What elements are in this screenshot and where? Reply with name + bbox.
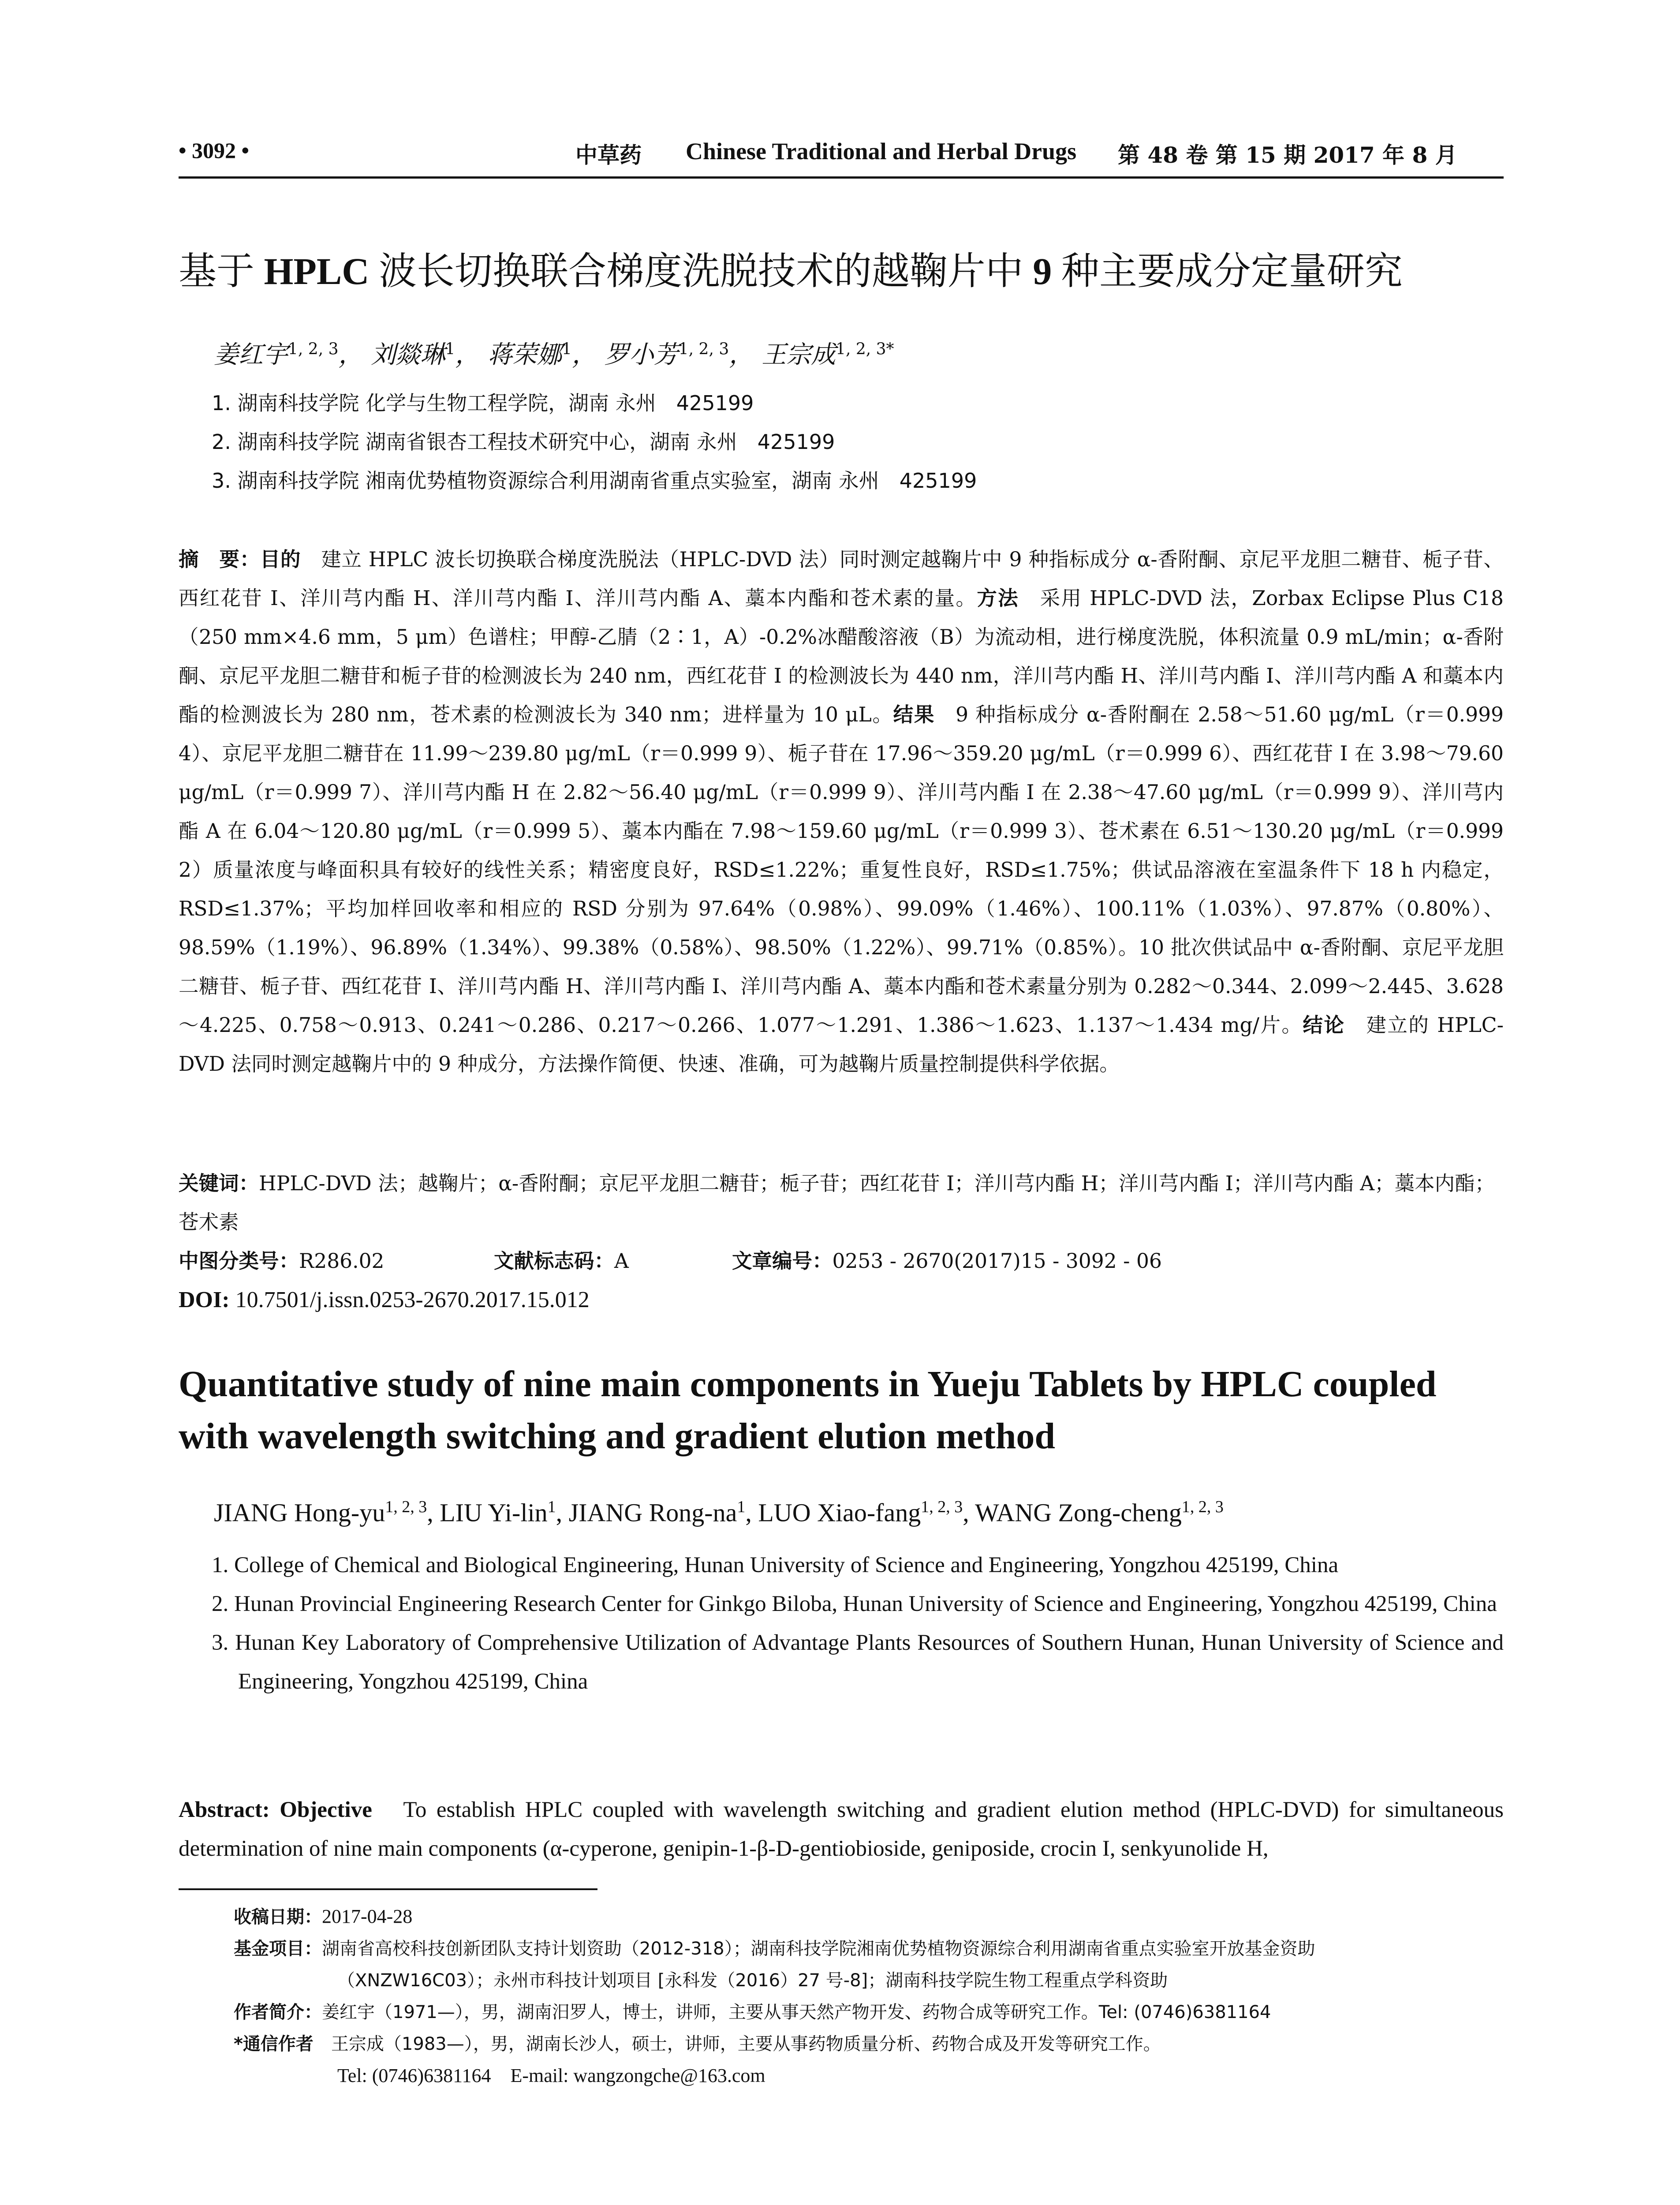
doc-code-value: A	[614, 1249, 629, 1273]
abstract-label: 摘 要：	[179, 548, 260, 571]
author-name: LIU Yi-lin	[440, 1498, 548, 1527]
objective-text: 建立 HPLC 波长切换联合梯度洗脱法（HPLC-DVD 法）同时测定越鞠片中 9 种指标成分 α-香附酮、京尼平龙胆二糖苷、栀子苷、西红花苷 I、洋川芎内酯 H、洋川芎内酯 I、洋川芎内酯 A、藁本内酯和苍术素的量。	[179, 548, 1504, 610]
corresponding-label: *通信作者	[234, 2034, 314, 2054]
author-name: JIANG Rong-na	[568, 1498, 737, 1527]
keywords-label: 关键词：	[179, 1172, 259, 1195]
affiliation: 1. 湖南科技学院 化学与生物工程学院，湖南 永州 425199	[212, 391, 754, 415]
en-abstract	[179, 1790, 1504, 1868]
en-affiliations	[212, 1546, 1504, 1701]
doi-value: 10.7501/j.issn.0253-2670.2017.15.012	[229, 1287, 590, 1312]
journal-name-cn: 中草药	[575, 142, 642, 168]
conclusion-text: 建立的 HPLC-DVD 法同时测定越鞠片中的 9 种成分，方法操作简便、快速、准确，可为越鞠片质量控制提供科学依据。	[179, 1013, 1504, 1076]
en-author-list: JIANG Hong-yu$^{1, 2, 3}$, LIU Yi-lin$^1$, JIANG Rong-$na^1$, LUO Xiao-fang$^{1, 2, 3}$, WANG Zong-cheng$^{1, 2, 3}$	[214, 1498, 1224, 1527]
cn-affiliations	[212, 384, 1490, 500]
keywords-text: HPLC-DVD 法；越鞠片；α-香附酮；京尼平龙胆二糖苷；栀子苷；西红花苷 I；洋川芎内酯 H；洋川芎内酯 I；洋川芎内酯 A；藁本内酯；苍术素	[179, 1172, 1495, 1234]
method-text: 采用 HPLC-DVD 法，Zorbax Eclipse Plus C18（250 mm×4.6 mm，5 μm）色谱柱；甲醇-乙腈（2∶1，A）-0.2%冰醋酸溶液（B）为流动相，进行梯度洗脱，体积流量 0.9 mL/min；α-香附酮、京尼平龙胆二糖苷和栀子苷的检测波长为 240 nm，西红花苷 I 的检测波长为 440 nm，洋川芎内酯 H、洋川芎内酯 I、洋川芎内酯 A 和藁本内酯的检测波长为 280 nm，苍术素的检测波长为 340 nm；进样量为 10 μL。	[179, 587, 1504, 726]
clc-value: R286.02	[299, 1249, 385, 1273]
affiliation: 3. Hunan Key Laboratory of Comprehensive Utilization of Advantage Plants Resources of Southern Hunan, Hunan University of Science and Engineering, Yongzhou 425199, China	[212, 1630, 1504, 1694]
objective-label: 目的	[260, 548, 301, 571]
cn-title: 基于 HPLC 波长切换联合梯度洗脱技术的越鞠片中 9 种主要成分定量研究	[179, 249, 1403, 293]
issue-info: 第 48 卷 第 15 期 2017 年 8 月	[1118, 142, 1457, 168]
footnote	[234, 1901, 1504, 2092]
affiliation: 3. 湖南科技学院 湘南优势植物资源综合利用湖南省重点实验室，湖南 永州 425199	[212, 469, 977, 493]
fund-text: 湖南省高校科技创新团队支持计划资助（2012-318）；湖南科技学院湘南优势植物资源综合利用湖南省重点实验室开放基金资助	[322, 1939, 1315, 1959]
author-name: 姜红宇	[214, 340, 288, 369]
affiliation: 2. 湖南科技学院 湖南省银杏工程技术研究中心，湖南 永州 425199	[212, 430, 835, 454]
author-name: WANG Zong-cheng	[975, 1498, 1182, 1527]
author-name: 王宗成	[762, 340, 836, 369]
journal-name-en: Chinese Traditional and Herbal Drugs	[686, 138, 1077, 164]
en-title: Quantitative study of nine main components in Yueju Tablets by HPLC coupled with wavelength switching and gradient elution method	[179, 1364, 1437, 1457]
author-name: 罗小芳	[604, 340, 679, 369]
fund-text-cont: （XNZW16C03）；永州市科技计划项目 [永科发（2016）27 号-8]；湖南科技学院生物工程重点学科资助	[337, 1970, 1168, 1991]
received-label: 收稿日期：	[234, 1907, 322, 1927]
keywords-row	[179, 1164, 1504, 1242]
en-abstract-label: Abstract: Objective	[179, 1798, 372, 1822]
result-label: 结果	[893, 703, 935, 726]
method-label: 方法	[977, 587, 1019, 610]
corresponding-text: 王宗成（1983—），男，湖南长沙人，硕士，讲师，主要从事药物质量分析、药物合成及开发等研究工作。	[313, 2034, 1161, 2054]
result-text: 9 种指标成分 α-香附酮在 2.58～51.60 μg/mL（r＝0.999 4）、京尼平龙胆二糖苷在 11.99～239.80 μg/mL（r＝0.999 9）、栀子苷在 17.96～359.20 μg/mL（r＝0.999 6）、西红花苷 I 在 3.98～79.60 μg/mL（r＝0.999 7）、洋川芎内酯 H 在 2.82～56.40 μg/mL（r＝0.999 9）、洋川芎内酯 I 在 2.38～47.60 μg/mL（r＝0.999 9）、洋川芎内酯 A 在 6.04～120.80 μg/mL（r＝0.999 5）、藁本内酯在 7.98～159.60 μg/mL（r＝0.999 3）、苍术素在 6.51～130.20 μg/mL（r＝0.999 2）质量浓度与峰面积具有较好的线性关系；精密度良好，RSD≤1.22%；重复性良好，RSD≤1.75%；供试品溶液在室温条件下 18 h 内稳定，RSD≤1.37%；平均加样回收率和相应的 RSD 分别为 97.64%（0.98%）、99.09%（1.46%）、100.11%（1.03%）、97.87%（0.80%）、98.59%（1.19%）、96.89%（1.34%）、99.38%（0.58%）、98.50%（1.22%）、99.71%（0.85%）。10 批次供试品中 α-香附酮、京尼平龙胆二糖苷、栀子苷、西红花苷 I、洋川芎内酯 H、洋川芎内酯 I、洋川芎内酯 A、藁本内酯和苍术素量分别为 0.282～0.344、2.099～2.445、3.628～4.225、0.758～0.913、0.241～0.286、0.217～0.266、1.077～1.291、1.386～1.623、1.137～1.434 mg/片。	[179, 703, 1504, 1037]
doi-label: DOI:	[179, 1287, 230, 1312]
classification-row	[179, 1242, 1504, 1281]
article-no-value: 0253 - 2670(2017)15 - 3092 - 06	[832, 1249, 1162, 1273]
affiliation: 2. Hunan Provincial Engineering Research Center for Ginkgo Biloba, Hunan University of Science and Engineering, Yongzhou 425199, China	[212, 1592, 1497, 1616]
conclusion-label: 结论	[1303, 1013, 1345, 1037]
doc-code-label: 文献标志码：	[494, 1249, 615, 1273]
doi-row	[179, 1281, 1504, 1320]
author-name: 刘燚琳	[371, 340, 445, 369]
affiliation: 1. College of Chemical and Biological Engineering, Hunan University of Science and Engineering, Yongzhou 425199, China	[212, 1553, 1339, 1577]
cn-metadata	[179, 1164, 1504, 1320]
author-bio-label: 作者简介：	[234, 2002, 322, 2022]
author-bio-text: 姜红宇（1971—），男，湖南汨罗人，博士，讲师，主要从事天然产物开发、药物合成等研究工作。Tel: (0746)6381164	[322, 2002, 1271, 2022]
article-no-label: 文章编号：	[732, 1249, 833, 1273]
footnote-rule	[179, 1888, 597, 1890]
author-name: JIANG Hong-yu	[214, 1498, 385, 1527]
running-header	[179, 138, 1501, 177]
author-name: 蒋荣娜	[488, 340, 562, 369]
author-name: LUO Xiao-fang	[758, 1498, 921, 1527]
cn-author-list: 姜红宇$^{1, 2, 3}$， 刘燚琳$^1$， 蒋荣娜$^1$， 罗小芳$^{1, 2, 3}$， 王宗成$^{1, 2, 3*}$	[214, 340, 894, 369]
fund-label: 基金项目：	[234, 1939, 322, 1959]
corresponding-contact: Tel: (0746)6381164 E-mail: wangzongche@163.com	[337, 2065, 765, 2086]
received-date: 2017-04-28	[322, 1906, 413, 1927]
cn-abstract	[179, 540, 1504, 1084]
page-number: • 3092 •	[179, 138, 250, 163]
header-rule	[179, 176, 1504, 179]
clc-label: 中图分类号：	[179, 1249, 299, 1273]
en-abstract-text: To establish HPLC coupled with wavelength switching and gradient elution method (HPLC-DVD) for simultaneous determination of nine main components (α-cyperone, genipin-1-β-D-gentiobioside, geniposide, crocin I, senkyunolide H,	[179, 1798, 1504, 1861]
